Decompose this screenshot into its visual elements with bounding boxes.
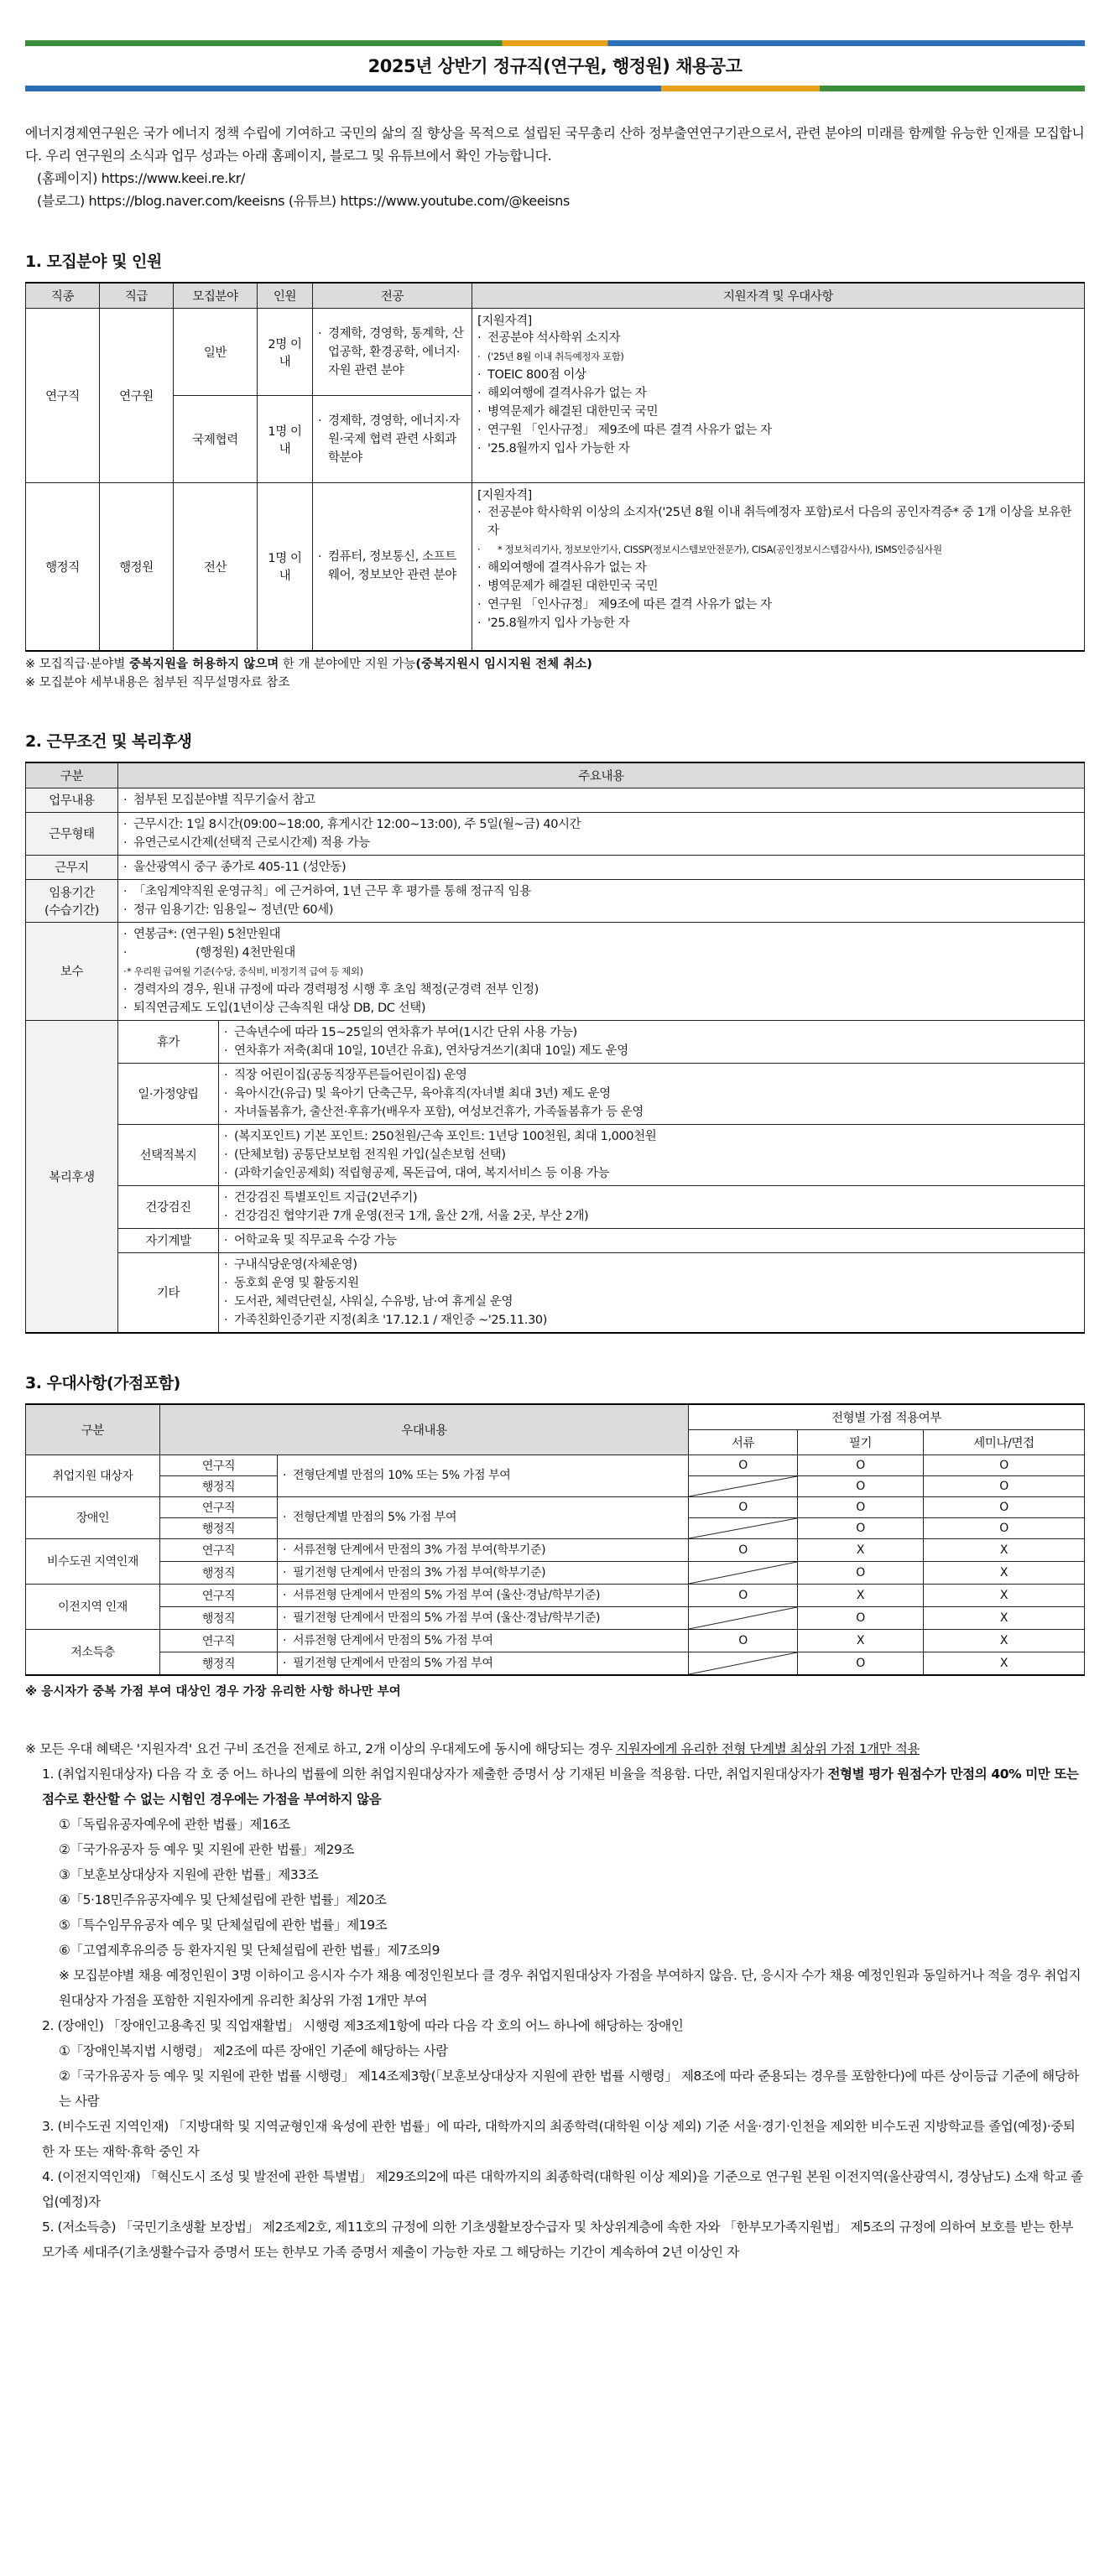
- pref-seminar: O: [924, 1475, 1085, 1496]
- pref-doc: [689, 1652, 798, 1675]
- row1-major: · 경제학, 경영학, 통계학, 산업공학, 환경공학, 에너지·자원 관련 분야: [313, 309, 472, 396]
- etc-label: 기타: [118, 1252, 219, 1333]
- pref-seminar: X: [924, 1606, 1085, 1629]
- preference-table: [25, 1403, 1085, 1676]
- pref-category: 비수도권 지역인재: [26, 1538, 160, 1584]
- pref-written: O: [798, 1455, 924, 1475]
- note-2-2: ②「국가유공자 등 예우 및 지원에 관한 법률 시행령」 제14조제3항(「보훈보상대상자 지원에 관한 법률 시행령」 제8조에 따라 준용되는 경우를 포함한다)에 따른 상이등급 기준에 해당하는 사람: [59, 2068, 1079, 2109]
- pref-doc: [689, 1561, 798, 1584]
- note-5: 5. (저소득층) 「국민기초생활 보장법」 제2조제2호, 제11호의 규정에 의한 기초생활보장수급자 및 차상위계층에 속한 자와 「한부모가족지원법」 제5조의 규정에 의하여 보호를 받는 한부모가족 세대주(기초생활수급자 증명서 또는 한부모 가족 증명서 제출이 가능한 자로 그 해당하는 기간이 계속하여 2년 이상인 자: [42, 2219, 1074, 2260]
- pref-doc: O: [689, 1455, 798, 1475]
- note-2: 2. (장애인) 「장애인고용촉진 및 직업재활법」 시행령 제3조제1항에 따라 다음 각 호의 어느 하나에 해당하는 장애인: [42, 2017, 684, 2033]
- pref-row: [26, 1496, 1085, 1517]
- diagonal-line: [689, 1562, 797, 1584]
- pref-seminar: O: [924, 1517, 1085, 1538]
- pref-row: [26, 1584, 1085, 1606]
- th-written: 필기: [798, 1429, 924, 1455]
- pref-seminar: X: [924, 1584, 1085, 1606]
- pref-content: · 필기전형 단계에서 만점의 5% 가점 부여 (울산·경남/학부기준): [278, 1606, 689, 1629]
- pref-subtype: 연구직: [160, 1584, 278, 1606]
- row1-count: 2명 이내: [258, 309, 313, 396]
- pref-doc: [689, 1475, 798, 1496]
- pref-category: 장애인: [26, 1496, 160, 1538]
- self-label: 자기계발: [118, 1228, 219, 1252]
- pref-row: [26, 1629, 1085, 1652]
- note-2-1: ①「장애인복지법 시행령」 제2조에 따른 장애인 기준에 해당하는 사람: [59, 2043, 448, 2058]
- pref-written: O: [798, 1496, 924, 1517]
- pref-doc: O: [689, 1496, 798, 1517]
- pref-subtype: 행정직: [160, 1606, 278, 1629]
- law-5: ⑤「특수임무유공자 예우 및 단체설립에 관한 법률」제19조: [59, 1917, 388, 1933]
- pref-content: · 전형단계별 만점의 5% 가점 부여: [278, 1496, 689, 1538]
- diagonal-line: [689, 1652, 797, 1674]
- family-label: 일·가정양립: [118, 1063, 219, 1124]
- th-major: 전공: [313, 283, 472, 309]
- pref-written: X: [798, 1538, 924, 1561]
- note-details: ※ 모집분야 세부내용은 첨부된 직무설명자료 참조: [25, 675, 290, 690]
- row2-major: · 경제학, 경영학, 에너지·자원·국제 협력 관련 사회과학분야: [313, 396, 472, 483]
- intro: [25, 122, 1085, 212]
- note-3: 3. (비수도권 지역인재) 「지방대학 및 지역균형인재 육성에 관한 법률」에 따라, 대학까지의 최종학력(대학원 이상 제외) 기준 서울·경기·인천을 제외한 비수도권 지방학교를 졸업(예정)·중퇴한 자 또는 재학·휴학 중인 자: [42, 2118, 1076, 2159]
- th-pref-category: 구분: [26, 1404, 160, 1455]
- section1-heading: 1. 모집분야 및 인원: [25, 252, 162, 271]
- pref-seminar: O: [924, 1455, 1085, 1475]
- research-qualification: [지원자격] · 전공분야 석사학위 소지자 · ('25년 8월 이내 취득예정자 포함) · TOEIC 800점 이상 · 해외여행에 결격사유가 없는 자 · 병역문제가 해결된 대한민국 국민 · 연구원 「인사규정」 제9조에 따른 결격 사유가 없는 자 · '25.8월까지 입사 가능한 자: [472, 309, 1085, 483]
- pref-category: 취업지원 대상자: [26, 1455, 160, 1496]
- period-content: · 「초임계약직원 운영규칙」에 근거하여, 1년 근무 후 평가를 통해 정규직 임용 · 정규 임용기간: 임용일~ 정년(만 60세): [118, 879, 1085, 922]
- admin-major: · 컴퓨터, 정보통신, 소프트웨어, 정보보안 관련 분야: [313, 483, 472, 651]
- pref-row: [26, 1606, 1085, 1629]
- law-6: ⑥「고엽제후유의증 등 환자지원 및 단체설립에 관한 법률」제7조의9: [59, 1942, 440, 1958]
- vacation-content: · 근속년수에 따라 15~25일의 연차휴가 부여(1시간 단위 사용 가능) · 연차휴가 저축(최대 10일, 10년간 유효), 연차당겨쓰기(최대 10일) 제도 운영: [219, 1020, 1085, 1063]
- pref-content: · 서류전형 단계에서 만점의 5% 가점 부여 (울산·경남/학부기준): [278, 1584, 689, 1606]
- diagonal-line: [689, 1518, 797, 1538]
- th-type: 직종: [26, 283, 100, 309]
- pref-subtype: 행정직: [160, 1475, 278, 1496]
- page-title: 2025년 상반기 정규직(연구원, 행정원) 채용공고: [367, 56, 743, 76]
- section2-heading: 2. 근무조건 및 복리후생: [25, 731, 192, 751]
- pref-written: O: [798, 1517, 924, 1538]
- conditions-table: [25, 762, 1085, 1334]
- pay-content: · 연봉금*: (연구원) 5천만원대 · (행정원) 4천만원대 · * 우리원 급여월 기준(수당, 중식비, 비정기적 급여 등 제외) · 경력자의 경우, 원내 규정에 따라 경력평정 시행 후 초임 책정(군경력 전부 인정) · 퇴직연금제도 도입(1년이상 근속직원 대상 DB, DC 선택): [118, 922, 1085, 1020]
- admin-field: 전산: [174, 483, 258, 651]
- self-content: · 어학교육 및 직무교육 수강 가능: [219, 1228, 1085, 1252]
- pref-row: [26, 1538, 1085, 1561]
- pref-written: O: [798, 1561, 924, 1584]
- intro-paragraph: 에너지경제연구원은 국가 에너지 정책 수립에 기여하고 국민의 삶의 질 향상을 목적으로 설립된 국무총리 산하 정부출연연구기관으로서, 관련 분야의 미래를 함께할 유능한 인재를 모집합니다. 우리 연구원의 소식과 업무 성과는 아래 홈페이지, 블로그 및 유튜브에서 확인 가능합니다.: [25, 125, 1085, 164]
- th-pref-content: 우대내용: [160, 1404, 689, 1455]
- family-content: · 직장 어린이집(공동직장푸른들어린이집) 운영 · 육아시간(유급) 및 육아기 단축근무, 육아휴직(자녀별 최대 3년) 제도 운영 · 자녀돌봄휴가, 출산전·후휴가(배우자 포함), 여성보건휴가, 가족돌봄휴가 등 운영: [219, 1063, 1085, 1124]
- pref-written: X: [798, 1629, 924, 1652]
- th-qualification: 지원자격 및 우대사항: [472, 283, 1085, 309]
- pref-written: O: [798, 1606, 924, 1629]
- pref-subtype: 행정직: [160, 1561, 278, 1584]
- section3-heading: 3. 우대사항(가점포함): [25, 1373, 180, 1392]
- pref-written: X: [798, 1584, 924, 1606]
- pref-row: [26, 1455, 1085, 1475]
- pref-note: ※ 응시자가 중복 가점 부여 대상인 경우 가장 유리한 사항 하나만 부여: [25, 1684, 401, 1699]
- research-type: 연구직: [26, 309, 100, 483]
- pref-subtype: 연구직: [160, 1496, 278, 1517]
- row2-count: 1명 이내: [258, 396, 313, 483]
- select-label: 선택적복지: [118, 1124, 219, 1185]
- pref-category: 저소득층: [26, 1629, 160, 1675]
- place-content: · 울산광역시 중구 종가로 405-11 (성안동): [118, 855, 1085, 879]
- pref-seminar: X: [924, 1538, 1085, 1561]
- pref-doc: O: [689, 1538, 798, 1561]
- notice-page: [25, 0, 1085, 2265]
- pref-seminar: O: [924, 1496, 1085, 1517]
- row2-field: 국제협력: [174, 396, 258, 483]
- pref-doc: [689, 1606, 798, 1629]
- th-content: 주요내용: [118, 762, 1085, 788]
- notes-lead: ※ 모든 우대 혜택은 '지원자격' 요건 구비 조건을 전제로 하고, 2개 이상의 우대제도에 동시에 해당되는 경우 지원자에게 유리한 전형 단계별 최상위 가점 1개만 적용: [25, 1741, 920, 1756]
- title-band-top: [25, 40, 1085, 46]
- diagonal-line: [689, 1476, 797, 1496]
- preference-notes: [25, 1736, 1085, 2265]
- law-4: ④「5·18민주유공자예우 및 단체설립에 관한 법률」제20조: [59, 1892, 387, 1907]
- pref-category: 이전지역 인재: [26, 1584, 160, 1629]
- title-band-bottom: [25, 86, 1085, 91]
- duty-content: · 첨부된 모집분야별 직무기술서 참고: [118, 788, 1085, 812]
- etc-content: · 구내식당운영(자체운영) · 동호회 운영 및 활동지원 · 도서관, 체력단련실, 샤워실, 수유방, 남·여 휴게실 운영 · 가족친화인증기관 지정(최초 '17.12.1 / 재인증 ~'25.11.30): [219, 1252, 1085, 1333]
- th-seminar: 세미나/면접: [924, 1429, 1085, 1455]
- pref-content: · 전형단계별 만점의 10% 또는 5% 가점 부여: [278, 1455, 689, 1496]
- pref-doc: O: [689, 1629, 798, 1652]
- row1-field: 일반: [174, 309, 258, 396]
- homepage-link[interactable]: (홈페이지) https://www.keei.re.kr/: [37, 170, 245, 186]
- admin-type: 행정직: [26, 483, 100, 651]
- pref-row: [26, 1652, 1085, 1675]
- th-rank: 직급: [100, 283, 174, 309]
- pref-subtype: 행정직: [160, 1517, 278, 1538]
- pref-content: · 필기전형 단계에서 만점의 3% 가점 부여(학부기준): [278, 1561, 689, 1584]
- type-content: · 근무시간: 1일 8시간(09:00~18:00, 휴게시간 12:00~13:00), 주 5일(월~금) 40시간 · 유연근로시간제(선택적 근로시간제) 적용 가능: [118, 812, 1085, 855]
- pref-subtype: 행정직: [160, 1652, 278, 1675]
- period-label: 임용기간 (수습기간): [26, 879, 118, 922]
- pref-seminar: X: [924, 1629, 1085, 1652]
- welfare-label: 복리후생: [26, 1020, 118, 1333]
- pref-content: · 서류전형 단계에서 만점의 3% 가점 부여(학부기준): [278, 1538, 689, 1561]
- note-1: 1. (취업지원대상자) 다음 각 호 중 어느 하나의 법률에 의한 취업지원대상자가 제출한 증명서 상 기재된 비율을 적용함. 다만, 취업지원대상자가 전형별 평가 원점수가 만점의 40% 미만 또는 점수로 환산할 수 없는 시험인 경우에는 가점을 부여하지 않음: [42, 1766, 1079, 1807]
- blog-youtube-links[interactable]: (블로그) https://blog.naver.com/keeisns (유튜브) https://www.youtube.com/@keeisns: [37, 193, 570, 209]
- pref-row: [26, 1561, 1085, 1584]
- pref-seminar: X: [924, 1652, 1085, 1675]
- note-duplicate: ※ 모집직급·분야별 중복지원을 허용하지 않으며 한 개 분야에만 지원 가능(중복지원시 임시지원 전체 취소): [25, 657, 592, 671]
- pref-subtype: 연구직: [160, 1538, 278, 1561]
- admin-qualification: [지원자격] · 전공분야 학사학위 이상의 소지자('25년 8월 이내 취득예정자 포함)로서 다음의 공인자격증* 중 1개 이상을 보유한 자 · * 정보처리기사, 정보보안기사, CISSP(정보시스템보안전문가), CISA(공인정보시스템감사사), ISMS인증심사원 · 해외여행에 결격사유가 없는 자 · 병역문제가 해결된 대한민국 국민 · 연구원 「인사규정」 제9조에 따른 결격 사유가 없는 자 · '25.8월까지 입사 가능한 자: [472, 483, 1085, 651]
- note-4: 4. (이전지역인재) 「혁신도시 조성 및 발전에 관한 특별법」 제29조의2에 따른 대학까지의 최종학력(대학원 이상 제외)을 기준으로 연구원 본원 이전지역(울산광역시, 경상남도) 소재 학교 졸업(예정)자: [42, 2168, 1083, 2209]
- duty-label: 업무내용: [26, 788, 118, 812]
- health-content: · 건강검진 특별포인트 지급(2년주기) · 건강검진 협약기관 7개 운영(전국 1개, 울산 2개, 서울 2곳, 부산 2개): [219, 1185, 1085, 1228]
- pref-written: O: [798, 1475, 924, 1496]
- law-3: ③「보훈보상대상자 지원에 관한 법률」제33조: [59, 1866, 319, 1882]
- th-doc: 서류: [689, 1429, 798, 1455]
- law-2: ②「국가유공자 등 예우 및 지원에 관한 법률」제29조: [59, 1841, 355, 1857]
- research-rank: 연구원: [100, 309, 174, 483]
- select-content: · (복지포인트) 기본 포인트: 250천원/근속 포인트: 1년당 100천원, 최대 1,000천원 · (단체보험) 공통단보보험 전직원 가입(실손보험 선택) · (과학기술인공제회) 적립형공제, 목돈급여, 대여, 복지서비스 등 이용 가능: [219, 1124, 1085, 1185]
- admin-count: 1명 이내: [258, 483, 313, 651]
- th-field: 모집분야: [174, 283, 258, 309]
- law-1: ①「독립유공자예우에 관한 법률」제16조: [59, 1816, 290, 1832]
- type-label: 근무형태: [26, 812, 118, 855]
- pref-doc: O: [689, 1584, 798, 1606]
- place-label: 근무지: [26, 855, 118, 879]
- health-label: 건강검진: [118, 1185, 219, 1228]
- pay-label: 보수: [26, 922, 118, 1020]
- pref-doc: [689, 1517, 798, 1538]
- pref-subtype: 연구직: [160, 1629, 278, 1652]
- pref-subtype: 연구직: [160, 1455, 278, 1475]
- th-category: 구분: [26, 762, 118, 788]
- diagonal-line: [689, 1607, 797, 1629]
- th-count: 인원: [258, 283, 313, 309]
- admin-rank: 행정원: [100, 483, 174, 651]
- pref-content: · 필기전형 단계에서 만점의 5% 가점 부여: [278, 1652, 689, 1675]
- note-1-remark: ※ 모집분야별 채용 예정인원이 3명 이하이고 응시자 수가 채용 예정인원보다 클 경우 취업지원대상자 가점을 부여하지 않음. 단, 응시자 수가 채용 예정인원과 동일하거나 적을 경우 취업지원대상자 가점을 포함한 지원자에게 유리한 최상위 가점 1개만 부여: [59, 1967, 1081, 2008]
- pref-seminar: X: [924, 1561, 1085, 1584]
- vacation-label: 휴가: [118, 1020, 219, 1063]
- pref-written: O: [798, 1652, 924, 1675]
- th-stage: 전형별 가점 적용여부: [689, 1404, 1085, 1430]
- recruit-table: [25, 282, 1085, 652]
- pref-content: · 서류전형 단계에서 만점의 5% 가점 부여: [278, 1629, 689, 1652]
